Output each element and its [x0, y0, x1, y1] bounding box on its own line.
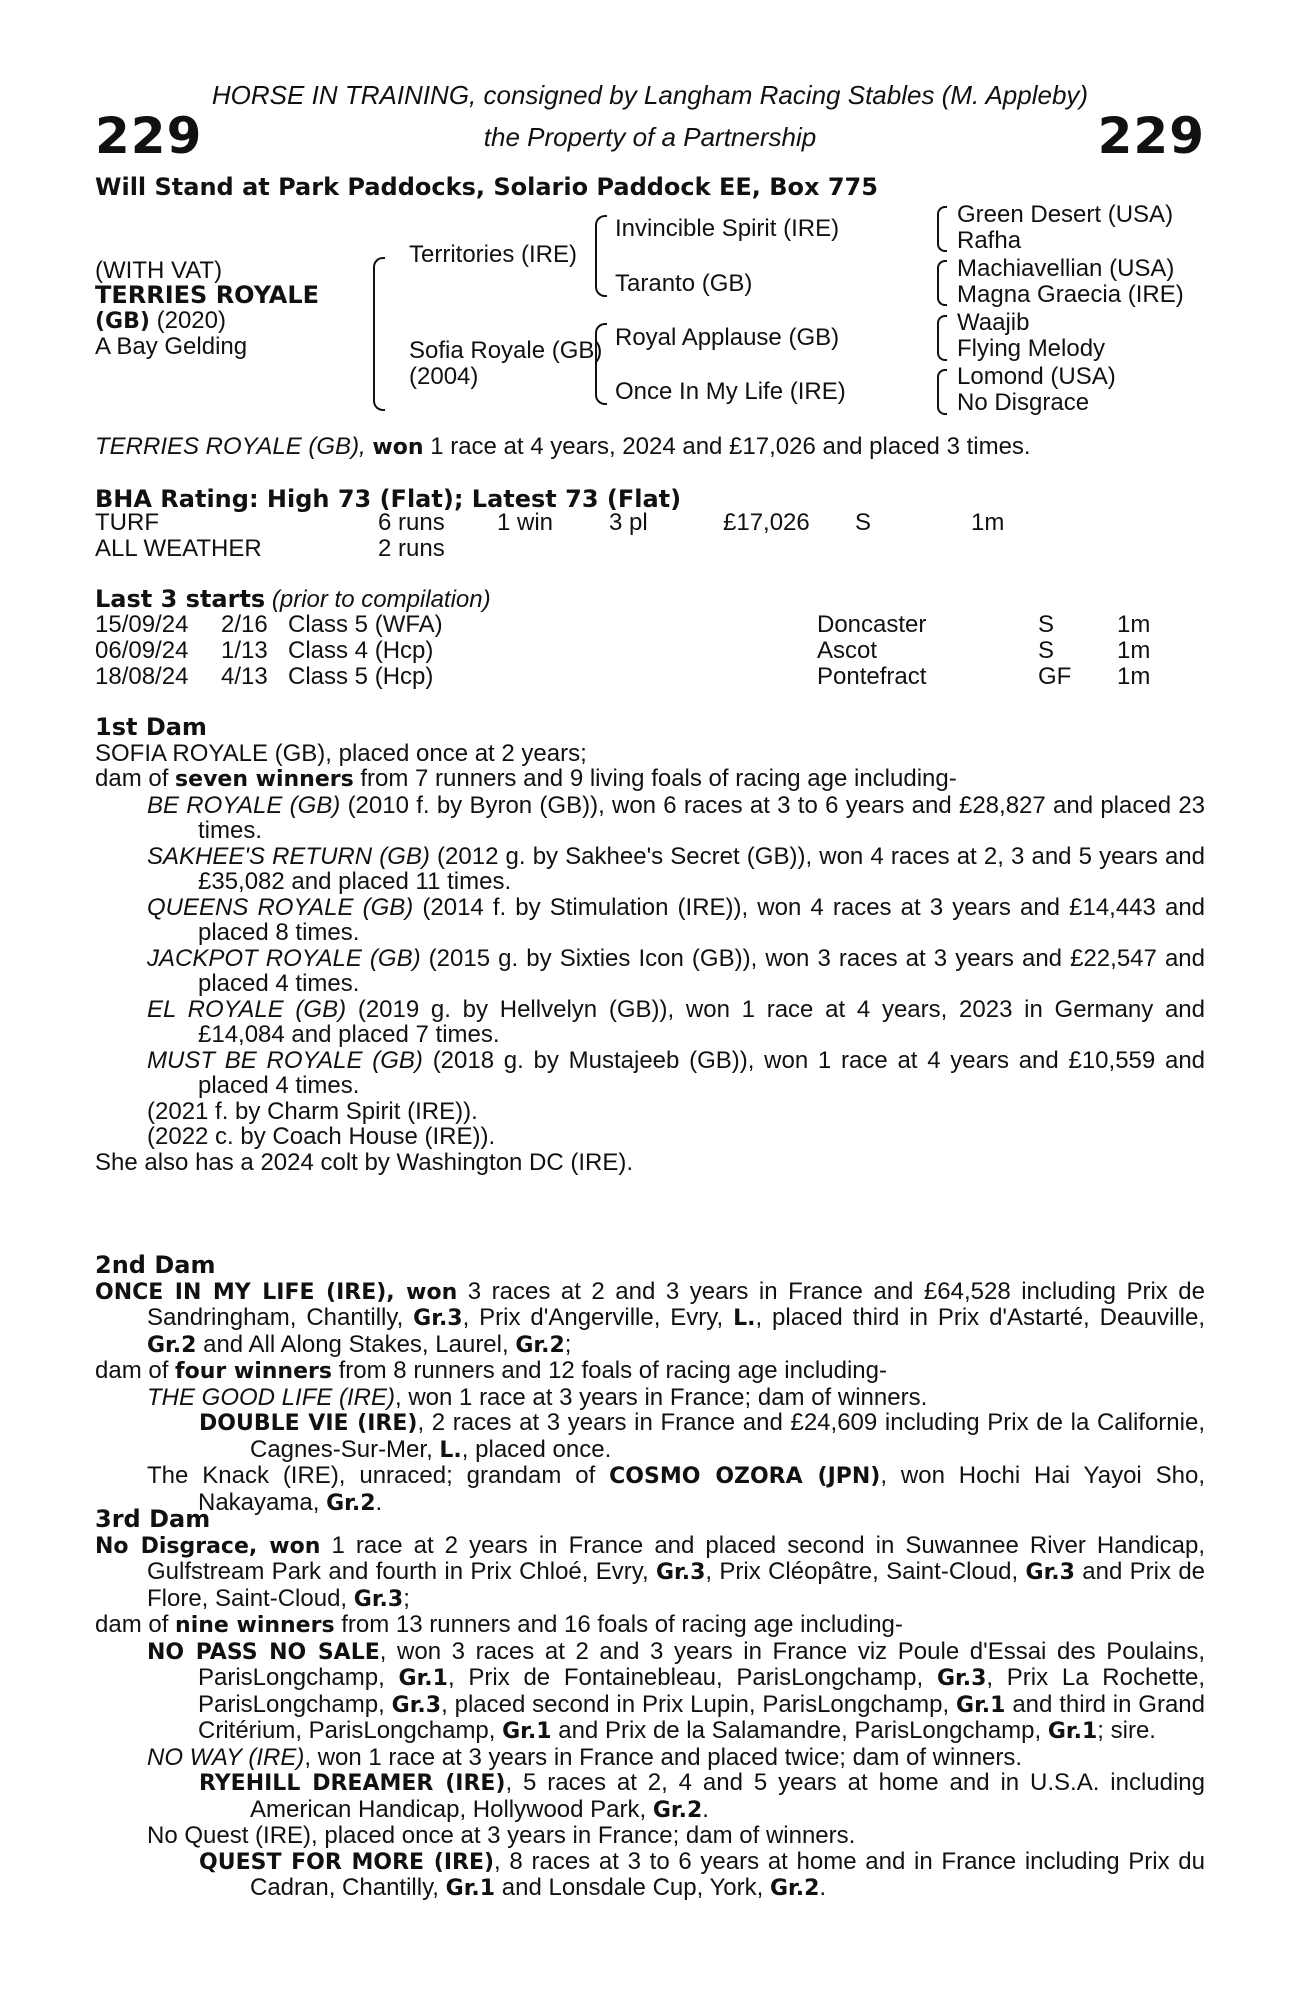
foal-entry: BE ROYALE (GB) (2010 f. by Byron (GB)), won 6 races at 3 to 6 years and £28,827 and placed 23 times. — [147, 791, 1206, 844]
start-date: 18/08/24 — [95, 663, 189, 690]
first-dam-heading: 1st Dam — [95, 713, 207, 741]
rating-surface: ALL WEATHER — [95, 535, 262, 562]
foal-entry: JACKPOT ROYALE (GB) (2015 g. by Sixties Icon (GB)), won 3 races at 3 years and £22,547 and placed 4 times. — [147, 944, 1205, 997]
start-date: 06/09/24 — [95, 637, 189, 664]
first-dam-line: SOFIA ROYALE (GB), placed once at 2 years; — [95, 739, 587, 767]
third-dam-record: No Disgrace, won 1 race at 2 years in France and placed second in Suwannee River Handicap, Gulfstream Park and fourth in Prix Chloé, Evry, Gr.3, Prix Cléopâtre, Saint-Cloud, Gr.3 and Prix de Flore, Saint-Cloud, Gr.3; — [95, 1531, 1206, 1612]
rating-going: S — [855, 509, 872, 536]
foal-entry: SAKHEE'S RETURN (GB) (2012 g. by Sakhee's Secret (GB)), won 4 races at 2, 3 and 5 years and £35,082 and placed 11 times. — [147, 842, 1206, 895]
start-date: 15/09/24 — [95, 611, 189, 638]
second-dam-record: ONCE IN MY LIFE (IRE), won 3 races at 2 and 3 years in France and £64,528 including Prix de Sandringham, Chantilly, Gr.3, Prix d'Angerville, Evry, L., placed third in Prix d'Astarté, Deauville, Gr.2 and All Along Stakes, Laurel, Gr.2; — [95, 1277, 1205, 1358]
start-going: S — [1038, 637, 1055, 664]
start-distance: 1m — [1117, 637, 1151, 664]
rating-placed: 3 pl — [609, 509, 648, 536]
rating-distance: 1m — [971, 509, 1005, 536]
bha-rating: BHA Rating: High 73 (Flat); Latest 73 (Flat) — [95, 485, 682, 513]
last-starts-heading: Last 3 starts (prior to compilation) — [95, 585, 491, 613]
sire-brace — [595, 215, 607, 297]
foal-entry: MUST BE ROYALE (GB) (2018 g. by Mustajeeb (GB)), won 1 race at 4 years and £10,559 and placed 4 times. — [147, 1046, 1206, 1099]
lot-number-right: 229 — [1097, 107, 1205, 165]
dam-dam: Once In My Life (IRE) — [615, 378, 846, 405]
ggp-8: No Disgrace — [957, 389, 1090, 416]
ggp-3: Machiavellian (USA) — [957, 255, 1175, 282]
start-class: Class 5 (WFA) — [288, 611, 443, 638]
first-dam-section — [95, 715, 1205, 1175]
dam-year: (2004) — [409, 363, 479, 390]
rating-surface: TURF — [95, 509, 159, 536]
rating-runs: 6 runs — [378, 509, 445, 536]
grandfoal-entry: DOUBLE VIE (IRE), 2 races at 3 years in France and £24,609 including Prix de la Californie, Cagnes-Sur-Mer, L., placed once. — [199, 1409, 1205, 1463]
dam: Sofia Royale (GB) — [409, 337, 603, 364]
unnamed-foal: (2022 c. by Coach House (IRE)). — [147, 1123, 496, 1150]
start-position: 1/13 — [221, 637, 268, 664]
foal-entry: QUEENS ROYALE (GB) (2014 f. by Stimulation (IRE)), won 4 races at 3 years and £14,443 and placed 8 times. — [147, 893, 1206, 946]
start-position: 4/13 — [221, 663, 268, 690]
start-class: Class 5 (Hcp) — [288, 663, 434, 690]
horse-description: A Bay Gelding — [95, 333, 248, 360]
ggp-brace-1 — [937, 206, 947, 252]
vat-note: (WITH VAT) — [95, 257, 223, 284]
ggp-1: Green Desert (USA) — [957, 201, 1174, 228]
pedigree-brace-main — [373, 257, 385, 411]
ggp-4: Magna Graecia (IRE) — [957, 281, 1184, 308]
sire-sire: Invincible Spirit (IRE) — [615, 215, 840, 242]
ggp-5: Waajib — [957, 309, 1030, 336]
third-dam-produce: dam of nine winners from 13 runners and 16 foals of racing age including- — [95, 1611, 903, 1638]
first-dam-produce: dam of seven winners from 7 runners and 9 living foals of racing age including- — [95, 765, 957, 792]
start-course: Pontefract — [817, 663, 927, 690]
ggp-6: Flying Melody — [957, 335, 1106, 362]
rating-wins: 1 win — [497, 509, 554, 536]
consignor-line: HORSE IN TRAINING, consigned by Langham Racing Stables (M. Appleby) — [211, 80, 1089, 110]
third-dam-section — [95, 1507, 1205, 1902]
rating-earnings: £17,026 — [723, 509, 810, 536]
ggp-2: Rafha — [957, 227, 1022, 254]
ggp-brace-4 — [937, 369, 947, 415]
grandfoal-entry: RYEHILL DREAMER (IRE), 5 races at 2, 4 and 5 years at home and in U.S.A. including American Handicap, Hollywood Park, Gr.2. — [199, 1769, 1205, 1823]
horse-name: TERRIES ROYALE — [95, 281, 320, 309]
property-line: the Property of a Partnership — [483, 122, 817, 152]
foal-entry: EL ROYALE (GB) (2019 g. by Hellvelyn (GB)), won 1 race at 4 years, 2023 in Germany and £14,084 and placed 7 times. — [147, 995, 1206, 1048]
second-dam-heading: 2nd Dam — [95, 1251, 216, 1279]
foal-entry: The Knack (IRE), unraced; grandam of COSMO OZORA (JPN), won Hochi Hai Yayoi Sho, Nakayama, Gr.2. — [147, 1462, 1205, 1516]
second-dam-produce: dam of four winners from 8 runners and 12 foals of racing age including- — [95, 1357, 887, 1384]
second-dam-section — [95, 1253, 1205, 1516]
ggp-brace-3 — [937, 315, 947, 361]
start-going: S — [1038, 611, 1055, 638]
start-going: GF — [1038, 663, 1072, 690]
start-distance: 1m — [1117, 611, 1151, 638]
dam-brace — [595, 323, 607, 405]
foal-entry: NO WAY (IRE), won 1 race at 3 years in France and placed twice; dam of winners. — [147, 1743, 1023, 1771]
dam-sire: Royal Applause (GB) — [615, 324, 840, 351]
first-dam-also: She also has a 2024 colt by Washington DC (IRE). — [95, 1148, 634, 1176]
start-class: Class 4 (Hcp) — [288, 637, 434, 664]
unnamed-foal: (2021 f. by Charm Spirit (IRE)). — [147, 1097, 478, 1125]
ggp-brace-2 — [937, 260, 947, 306]
horse-origin: (GB) (2020) — [95, 307, 226, 334]
third-dam-heading: 3rd Dam — [95, 1505, 211, 1533]
foal-entry: NO PASS NO SALE, won 3 races at 2 and 3 years in France viz Poule d'Essai des Poulains, ParisLongchamp, Gr.1, Prix de Fontainebleau, ParisLongchamp, Gr.3, Prix La Rochette, ParisLongchamp, Gr.3, placed second in Prix Lupin, ParisLongchamp, Gr.1 and third in Grand Critérium, ParisLongchamp, Gr.1 and Prix de la Salamandre, ParisLongchamp, Gr.1; sire. — [147, 1637, 1206, 1744]
sire-dam: Taranto (GB) — [615, 270, 753, 297]
sire: Territories (IRE) — [409, 241, 578, 268]
foal-entry: THE GOOD LIFE (IRE), won 1 race at 3 years in France; dam of winners. — [147, 1383, 928, 1411]
start-distance: 1m — [1117, 663, 1151, 690]
race-summary: TERRIES ROYALE (GB), won 1 race at 4 years, 2024 and £17,026 and placed 3 times. — [95, 433, 1031, 460]
rating-runs: 2 runs — [378, 535, 445, 562]
start-position: 2/16 — [221, 611, 268, 638]
lot-number-left: 229 — [95, 107, 203, 165]
start-course: Ascot — [817, 637, 878, 664]
stand-info: Will Stand at Park Paddocks, Solario Paddock EE, Box 775 — [95, 173, 878, 201]
ggp-7: Lomond (USA) — [957, 363, 1116, 390]
grandfoal-entry: QUEST FOR MORE (IRE), 8 races at 3 to 6 years at home and in France including Prix du Cadran, Chantilly, Gr.1 and Lonsdale Cup, York, Gr.2. — [199, 1847, 1205, 1901]
start-course: Doncaster — [817, 611, 927, 638]
foal-entry: No Quest (IRE), placed once at 3 years in France; dam of winners. — [147, 1822, 856, 1849]
